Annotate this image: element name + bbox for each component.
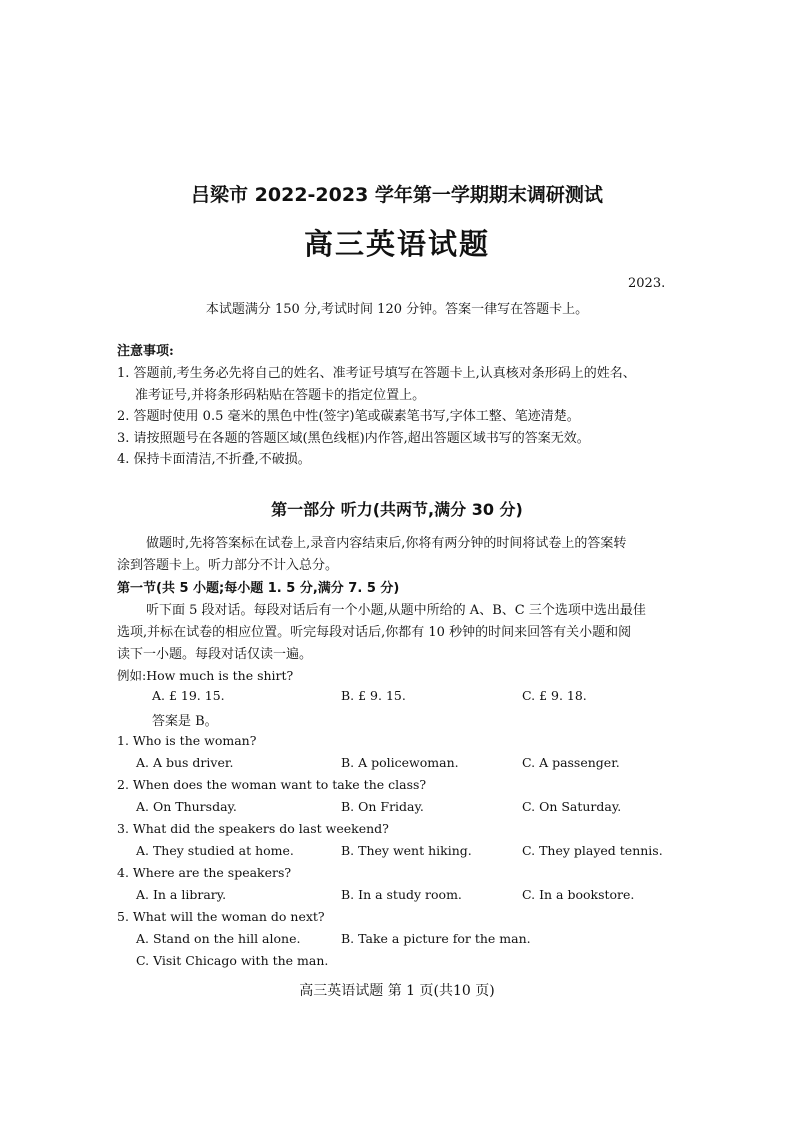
section-instruction: 读下一小题。每段对话仅读一遍。 bbox=[117, 647, 313, 662]
page-footer: 高三英语试题 第 1 页(共10 页) bbox=[299, 983, 495, 999]
exam-date: 2023. bbox=[628, 276, 666, 291]
example-question: 例如:How much is the shirt? bbox=[117, 668, 294, 683]
example-option-b: B. £ 9. 15. bbox=[341, 688, 406, 703]
note-item: 3. 请按照题号在各题的答题区域(黑色线框)内作答,超出答题区域书写的答案无效。 bbox=[117, 431, 590, 446]
exam-intro: 本试题满分 150 分,考试时间 120 分钟。答案一律写在答题卡上。 bbox=[205, 302, 589, 317]
note-item: 4. 保持卡面清洁,不折叠,不破损。 bbox=[117, 452, 311, 467]
q5-option-a: A. Stand on the hill alone. bbox=[136, 931, 301, 946]
note-item-continued: 准考证号,并将条形码粘贴在答题卡的指定位置上。 bbox=[135, 388, 426, 403]
example-option-c: C. £ 9. 18. bbox=[522, 688, 587, 703]
note-item: 1. 答题前,考生务必先将自己的姓名、准考证号填写在答题卡上,认真核对条形码上的姓名、 bbox=[117, 366, 636, 381]
q3-option-a: A. They studied at home. bbox=[136, 843, 294, 858]
question-5: 5. What will the woman do next? bbox=[117, 909, 325, 924]
example-option-a: A. £ 19. 15. bbox=[152, 688, 225, 703]
part-instruction: 涂到答题卡上。听力部分不计入总分。 bbox=[117, 558, 339, 573]
question-3: 3. What did the speakers do last weekend? bbox=[117, 821, 389, 836]
question-2: 2. When does the woman want to take the class? bbox=[117, 777, 427, 792]
part-title: 第一部分 听力(共两节,满分 30 分) bbox=[271, 500, 523, 519]
exam-title: 吕梁市 2022-2023 学年第一学期期末调研测试 bbox=[191, 184, 603, 206]
q3-option-c: C. They played tennis. bbox=[522, 843, 663, 858]
q4-option-c: C. In a bookstore. bbox=[522, 887, 635, 902]
q2-option-a: A. On Thursday. bbox=[136, 799, 237, 814]
q5-option-c: C. Visit Chicago with the man. bbox=[136, 953, 329, 968]
section-instruction: 选项,并标在试卷的相应位置。听完每段对话后,你都有 10 秒钟的时间来回答有关小题和阅 bbox=[117, 625, 632, 640]
q1-option-a: A. A bus driver. bbox=[136, 755, 234, 770]
example-answer: 答案是 B。 bbox=[152, 714, 218, 729]
section-title: 第一节(共 5 小题;每小题 1. 5 分,满分 7. 5 分) bbox=[117, 581, 400, 596]
note-item: 2. 答题时使用 0.5 毫米的黑色中性(签字)笔或碳素笔书写,字体工整、笔迹清楚。 bbox=[117, 409, 580, 424]
q2-option-b: B. On Friday. bbox=[341, 799, 424, 814]
q4-option-a: A. In a library. bbox=[136, 887, 227, 902]
q1-option-b: B. A policewoman. bbox=[341, 755, 459, 770]
q5-option-b: B. Take a picture for the man. bbox=[341, 931, 531, 946]
q3-option-b: B. They went hiking. bbox=[341, 843, 472, 858]
question-1: 1. Who is the woman? bbox=[117, 733, 257, 748]
q4-option-b: B. In a study room. bbox=[341, 887, 462, 902]
part-instruction: 做题时,先将答案标在试卷上,录音内容结束后,你将有两分钟的时间将试卷上的答案转 bbox=[146, 536, 627, 551]
section-instruction: 听下面 5 段对话。每段对话后有一个小题,从题中所给的 A、B、C 三个选项中选出最佳 bbox=[146, 603, 646, 618]
q2-option-c: C. On Saturday. bbox=[522, 799, 622, 814]
q1-option-c: C. A passenger. bbox=[522, 755, 620, 770]
question-4: 4. Where are the speakers? bbox=[117, 865, 292, 880]
notes-heading: 注意事项: bbox=[117, 344, 174, 359]
subject-title: 高三英语试题 bbox=[303, 227, 490, 261]
